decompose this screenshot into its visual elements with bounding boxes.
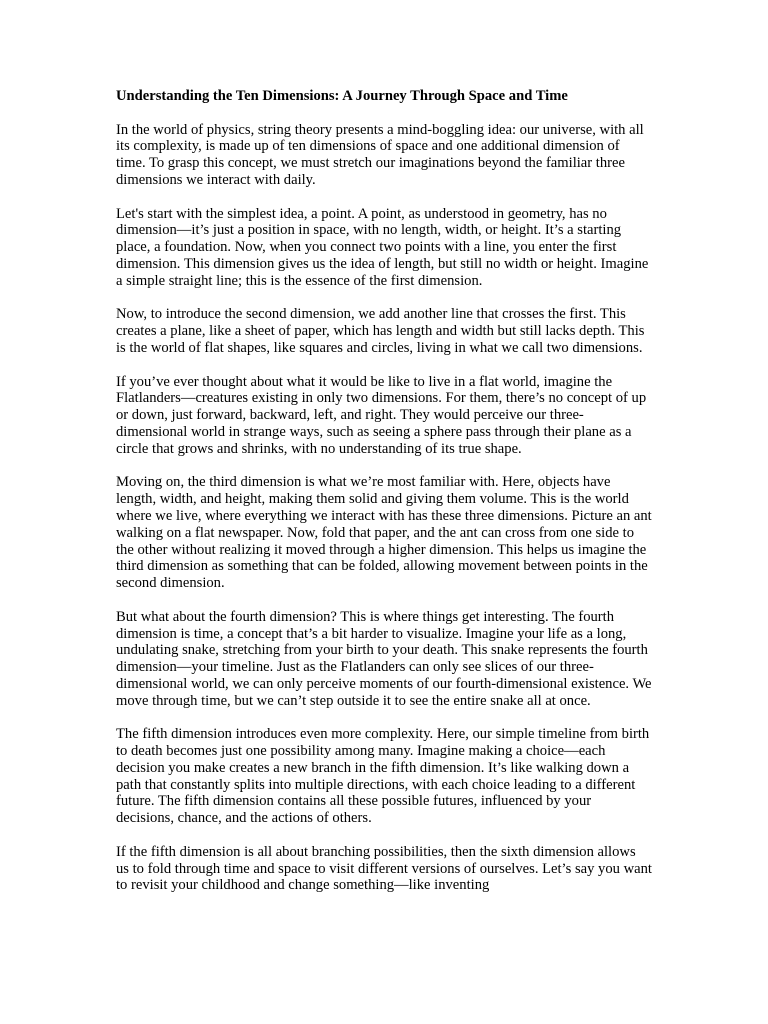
paragraph: Moving on, the third dimension is what we’re most familiar with. Here, objects have length, width, and height, making them solid and giving them volume. This is the world where we live, where everything we interact with has these three dimensions. Picture an ant walking on a flat newspaper. Now, fold that paper, and the ant can cross from one side to the other without realizing it moved through a higher dimension. This helps us imagine the third dimension as something that can be folded, allowing movement between points in the second dimension. (116, 474, 652, 592)
paragraph: If the fifth dimension is all about branching possibilities, then the sixth dimension allows us to fold through time and space to visit different versions of ourselves. Let’s say you want to revisit your childhood and change something—like inventing (116, 843, 652, 894)
paragraph: Let's start with the simplest idea, a point. A point, as understood in geometry, has no dimension—it’s just a position in space, with no length, width, or height. It’s a starting place, a foundation. Now, when you connect two points with a line, you enter the first dimension. This dimension gives us the idea of length, but still no width or height. Imagine a simple straight line; this is the essence of the first dimension. (116, 205, 649, 289)
paragraph: If you’ve ever thought about what it would be like to live in a flat world, imagine the Flatlanders—creatures existing in only two dimensions. For them, there’s no concept of up or down, just forward, backward, left, and right. They would perceive our three-dimensional world in strange ways, such as seeing a sphere pass through their plane as a circle that grows and shrinks, with no understanding of its true shape. (116, 373, 647, 457)
document-body (116, 88, 652, 911)
paragraph: The fifth dimension introduces even more complexity. Here, our simple timeline from birth to death becomes just one possibility among many. Imagine making a choice—each decision you make creates a new branch in the fifth dimension. It’s like walking down a path that constantly splits into multiple directions, with each choice leading to a different future. The fifth dimension contains all these possible futures, influenced by your decisions, chance, and the actions of others. (116, 726, 650, 827)
paragraph: But what about the fourth dimension? This is where things get interesting. The fourth dimension is time, a concept that’s a bit harder to visualize. Imagine your life as a long, undulating snake, stretching from your birth to your death. This snake represents the fourth dimension—your timeline. Just as the Flatlanders can only see slices of our three-dimensional world, we can only perceive moments of our fourth-dimensional existence. We move through time, but we can’t step outside it to see the entire snake all at once. (116, 608, 652, 709)
document-title: Understanding the Ten Dimensions: A Journey Through Space and Time (116, 88, 568, 104)
paragraph: Now, to introduce the second dimension, we add another line that crosses the first. This creates a plane, like a sheet of paper, which has length and width but still lacks depth. This is the world of flat shapes, like squares and circles, living in what we call two dimensions. (116, 306, 645, 356)
paragraph: In the world of physics, string theory presents a mind-boggling idea: our universe, with all its complexity, is made up of ten dimensions of space and one additional dimension of time. To grasp this concept, we must stretch our imaginations beyond the familiar three dimensions we interact with daily. (116, 121, 644, 188)
